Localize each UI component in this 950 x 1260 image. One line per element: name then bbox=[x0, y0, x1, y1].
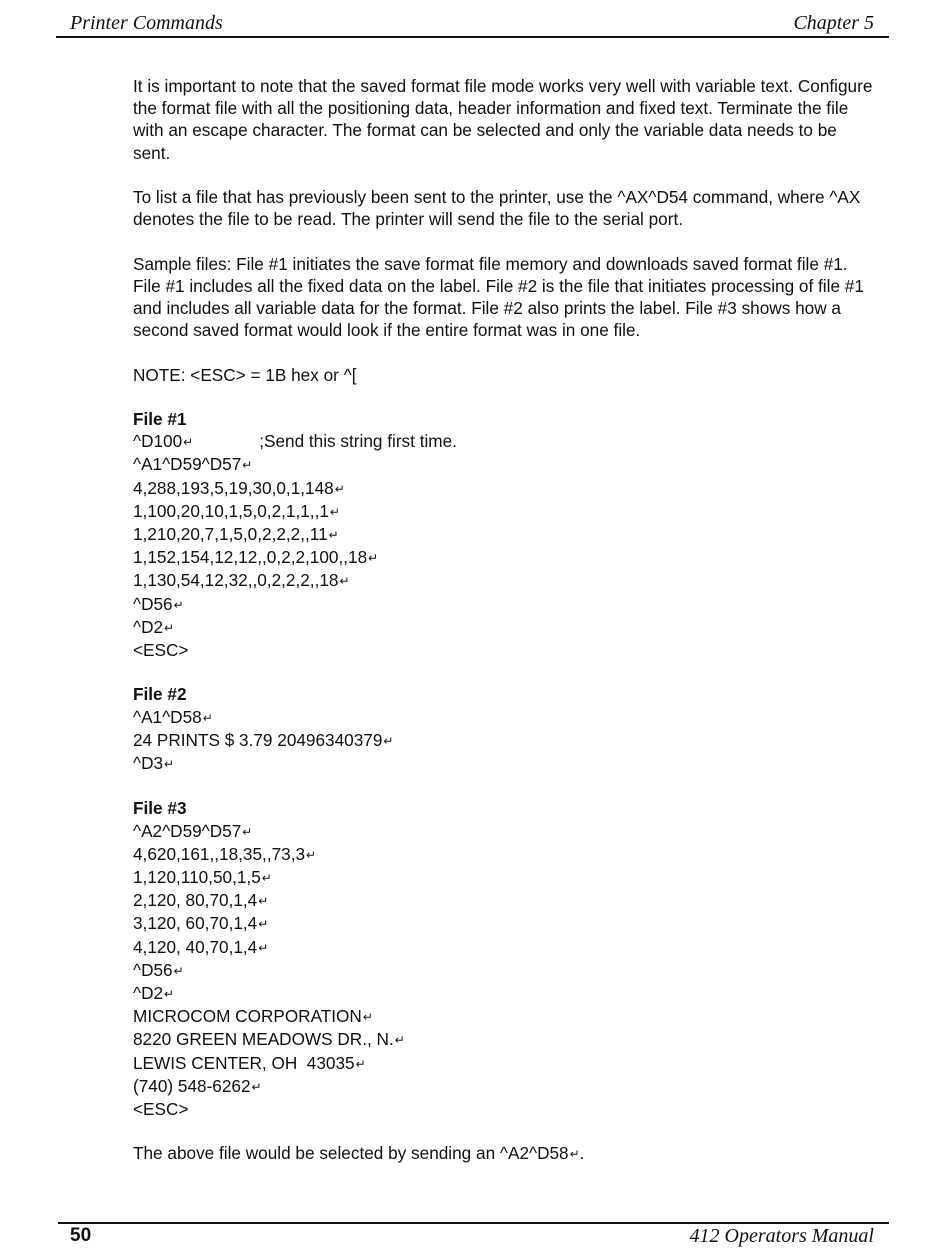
page-header bbox=[70, 12, 874, 36]
code-line: 2,120, 80,70,1,4↵ bbox=[133, 890, 269, 911]
return-arrow-icon: ↵ bbox=[183, 435, 194, 450]
return-arrow-icon: ↵ bbox=[173, 963, 184, 978]
return-arrow-icon: ↵ bbox=[258, 940, 269, 955]
return-arrow-icon: ↵ bbox=[306, 847, 317, 862]
return-arrow-icon: ↵ bbox=[173, 597, 184, 612]
file1-title: File #1 bbox=[133, 408, 187, 429]
page-body bbox=[133, 75, 878, 1188]
return-arrow-icon: ↵ bbox=[329, 504, 340, 519]
return-arrow-icon: ↵ bbox=[258, 894, 269, 909]
code-line: 4,120, 40,70,1,4↵ bbox=[133, 936, 269, 957]
code-text: ^D100 bbox=[133, 431, 183, 452]
code-line: 1,120,110,50,1,5↵ bbox=[133, 867, 272, 888]
file2-title: File #2 bbox=[133, 684, 187, 705]
code-line: ^A2^D59^D57↵ bbox=[133, 820, 253, 841]
closing-paragraph: The above file would be selected by sending an ^A2^D58↵. bbox=[133, 1143, 585, 1164]
return-arrow-icon: ↵ bbox=[242, 458, 253, 473]
manual-title: 412 Operators Manual bbox=[689, 1225, 874, 1247]
code-line: ^A1^D59^D57↵ bbox=[133, 454, 253, 475]
return-arrow-icon: ↵ bbox=[339, 574, 350, 589]
return-arrow-icon: ↵ bbox=[383, 733, 394, 748]
code-line: (740) 548-6262↵ bbox=[133, 1075, 262, 1096]
file1-first-line bbox=[133, 430, 878, 453]
return-arrow-icon: ↵ bbox=[362, 1010, 373, 1025]
return-arrow-icon: ↵ bbox=[258, 917, 269, 932]
return-arrow-icon: ↵ bbox=[202, 710, 213, 725]
file3-title: File #3 bbox=[133, 798, 187, 819]
code-line: ^D56↵ bbox=[133, 593, 184, 614]
header-chapter: Chapter 5 bbox=[793, 12, 874, 34]
file1-block bbox=[133, 408, 878, 661]
header-section-title: Printer Commands bbox=[70, 12, 223, 34]
code-line: 4,288,193,5,19,30,0,1,148↵ bbox=[133, 477, 345, 498]
return-arrow-icon: ↵ bbox=[334, 481, 345, 496]
return-arrow-icon: ↵ bbox=[355, 1056, 366, 1071]
file3-block bbox=[133, 797, 878, 1120]
note-esc: NOTE: <ESC> = 1B hex or ^[ bbox=[133, 364, 357, 385]
paragraph-saved-format: It is important to note that the saved format file mode works very well with variable text. Configure the format file with all the positioning data, header information and fixed text. Terminate the file with an escape character. The format can be selected and only the variable data needs to be sent. bbox=[133, 76, 873, 163]
return-arrow-icon: ↵ bbox=[261, 871, 272, 886]
return-arrow-icon: ↵ bbox=[569, 1147, 580, 1162]
header-rule bbox=[56, 36, 889, 38]
return-arrow-icon: ↵ bbox=[251, 1079, 262, 1094]
code-line: LEWIS CENTER, OH 43035↵ bbox=[133, 1052, 366, 1073]
return-arrow-icon: ↵ bbox=[164, 987, 175, 1002]
file1-comment: ;Send this string first time. bbox=[259, 431, 457, 452]
return-arrow-icon: ↵ bbox=[368, 551, 379, 566]
return-arrow-icon: ↵ bbox=[394, 1033, 405, 1048]
code-line: ^D3↵ bbox=[133, 753, 175, 774]
code-line: 4,620,161,,18,35,,73,3↵ bbox=[133, 843, 317, 864]
code-line: 1,210,20,7,1,5,0,2,2,2,,11↵ bbox=[133, 524, 339, 544]
code-line: 24 PRINTS $ 3.79 20496340379↵ bbox=[133, 729, 394, 750]
file2-block bbox=[133, 683, 878, 775]
code-line: 1,152,154,12,12,,0,2,2,100,,18↵ bbox=[133, 547, 379, 568]
code-line: 3,120, 60,70,1,4↵ bbox=[133, 913, 269, 934]
page-number: 50 bbox=[70, 1225, 92, 1246]
code-line: ^D56↵ bbox=[133, 959, 184, 980]
code-line: 8220 GREEN MEADOWS DR., N.↵ bbox=[133, 1029, 405, 1050]
code-line: ^D2↵ bbox=[133, 983, 175, 1004]
code-line-esc: <ESC> bbox=[133, 640, 189, 661]
code-line: ^D2↵ bbox=[133, 616, 175, 637]
page-footer bbox=[70, 1225, 874, 1251]
paragraph-sample-files: Sample files: File #1 initiates the save format file memory and downloads saved format file #1. File #1 includes all the fixed data on the label. File #2 is the file that initiates processing of file #1 and includes all variable data for the format. File #2 also prints the label. File #3 shows how a second saved format would look if the entire format was in one file. bbox=[133, 253, 864, 341]
footer-rule bbox=[58, 1222, 889, 1224]
return-arrow-icon: ↵ bbox=[164, 757, 175, 772]
code-line: 1,100,20,10,1,5,0,2,1,1,,1↵ bbox=[133, 500, 340, 521]
code-line: ^A1^D58↵ bbox=[133, 706, 213, 727]
code-line: MICROCOM CORPORATION↵ bbox=[133, 1006, 373, 1027]
code-line: 1,130,54,12,32,,0,2,2,2,,18↵ bbox=[133, 570, 350, 591]
code-line-esc: <ESC> bbox=[133, 1099, 189, 1120]
return-arrow-icon: ↵ bbox=[242, 824, 253, 839]
paragraph-list-file: To list a file that has previously been sent to the printer, use the ^AX^D54 command, where ^AX denotes the file to be read. The printer will send the file to the serial port. bbox=[133, 187, 861, 230]
return-arrow-icon: ↵ bbox=[164, 620, 175, 635]
return-arrow-icon: ↵ bbox=[328, 528, 339, 542]
